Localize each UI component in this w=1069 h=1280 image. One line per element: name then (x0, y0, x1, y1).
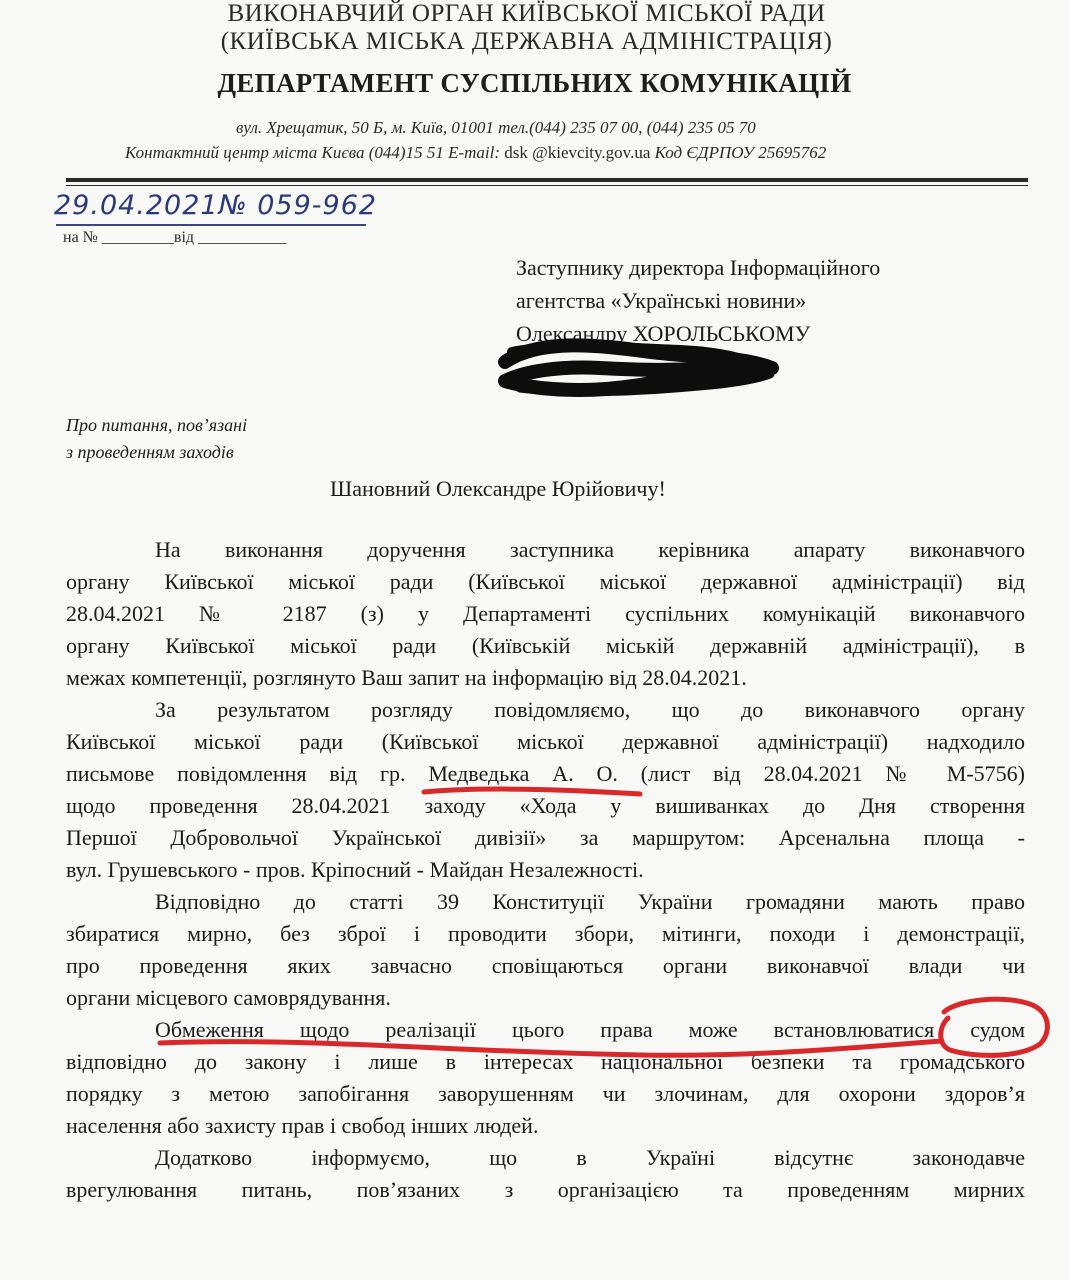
addressee-line-2: агентства «Українські новини» (516, 288, 807, 313)
addressee-line-3: Олександру ХОРОЛЬСЬКОМУ (516, 321, 811, 346)
date-number-underline (56, 224, 366, 226)
contact-center-text: Контактний центр міста Києва (044)15 51 E-mail: (125, 143, 505, 162)
body-line: межах компетенції, розглянуто Ваш запит на інформацію від 28.04.2021. (66, 665, 747, 690)
body-line: письмове повідомлення від гр. Медведька А. О. (лист від 28.04.2021 № М-5756) (66, 761, 1025, 786)
org-name-line1: ВИКОНАВЧИЙ ОРГАН КИЇВСЬКОЇ МІСЬКОЇ РАДИ (227, 0, 826, 27)
body-line: Відповідно до статті 39 Конституції України громадяни мають право (155, 889, 1025, 914)
body-line: населення або захисту прав і свобод інших людей. (66, 1113, 539, 1138)
redaction-scribble (512, 346, 768, 372)
body-line: щодо проведення 28.04.2021 заходу «Хода у вишиванках до Дня створення (66, 793, 1025, 818)
body-line: органи місцевого самоврядування. (66, 985, 391, 1010)
email-address: dsk @kievcity.gov.ua (504, 143, 651, 162)
body-line: Київської міської ради (Київської міської державної адміністрації) надходило (66, 729, 1025, 754)
signature-redaction (505, 345, 772, 391)
body-line: Додатково інформуємо, що в Україні відсутнє законодавче (155, 1145, 1025, 1170)
body-line: відповідно до закону і лише в інтересах національної безпеки та громадського (66, 1049, 1025, 1074)
letterhead-rule-thin (66, 185, 1028, 186)
letterhead-rule-thick (66, 178, 1028, 182)
body-line: вул. Грушевського - пров. Кріпосний - Майдан Незалежності. (66, 857, 644, 882)
address-line-1: вул. Хрещатик, 50 Б, м. Київ, 01001 тел.(044) 235 07 00, (044) 235 05 70 (236, 118, 756, 137)
org-name-line2: (КИЇВСЬКА МІСЬКА ДЕРЖАВНА АДМІНІСТРАЦІЯ) (220, 28, 833, 55)
reference-line: на № _________від ___________ (63, 229, 287, 246)
body-line: врегулювання питань, пов’язаних з організацією та проведенням мирних (66, 1177, 1025, 1202)
handwritten-date-number: 29.04.2021№ 059-962 (54, 190, 378, 221)
body-line: органу Київської міської ради (Київської міської державної адміністрації) від (66, 569, 1025, 594)
subject-line-2: з проведенням заходів (66, 442, 234, 462)
address-line-2 (125, 143, 826, 163)
body-line: На виконання доручення заступника керівника апарату виконавчого (155, 537, 1025, 562)
department-title: ДЕПАРТАМЕНТ СУСПІЛЬНИХ КОМУНІКАЦІЙ (217, 68, 852, 98)
body-line: Обмеження щодо реалізації цього права може встановлюватися судом (155, 1017, 1025, 1042)
body-line: порядку з метою запобігання заворушенням чи злочинам, для охорони здоров’я (66, 1081, 1025, 1106)
edrpou-code: Код ЄДРПОУ 25695762 (650, 143, 827, 162)
body-line: За результатом розгляду повідомляємо, що до виконавчого органу (155, 697, 1025, 722)
subject-line-1: Про питання, пов’язані (66, 415, 248, 435)
body-line: органу Київської міської ради (Київській міській державній адміністрації), в (66, 633, 1025, 658)
redaction-scribble (520, 374, 770, 392)
addressee-line-1: Заступнику директора Інформаційного (516, 255, 881, 280)
redaction-scribble (505, 345, 772, 390)
body-line: Першої Добровольчої Української дивізії» за маршрутом: Арсенальна площа - (66, 825, 1025, 850)
greeting: Шановний Олександре Юрійовичу! (330, 476, 666, 501)
body-line: 28.04.2021 № 2187 (з) у Департаменті суспільних комунікацій виконавчого (66, 601, 1025, 626)
body-line: збиратися мирно, без зброї і проводити збори, мітинги, походи і демонстрації, (66, 921, 1025, 946)
body-line: про проведення яких завчасно сповіщаються органи виконавчої влади чи (66, 953, 1025, 978)
